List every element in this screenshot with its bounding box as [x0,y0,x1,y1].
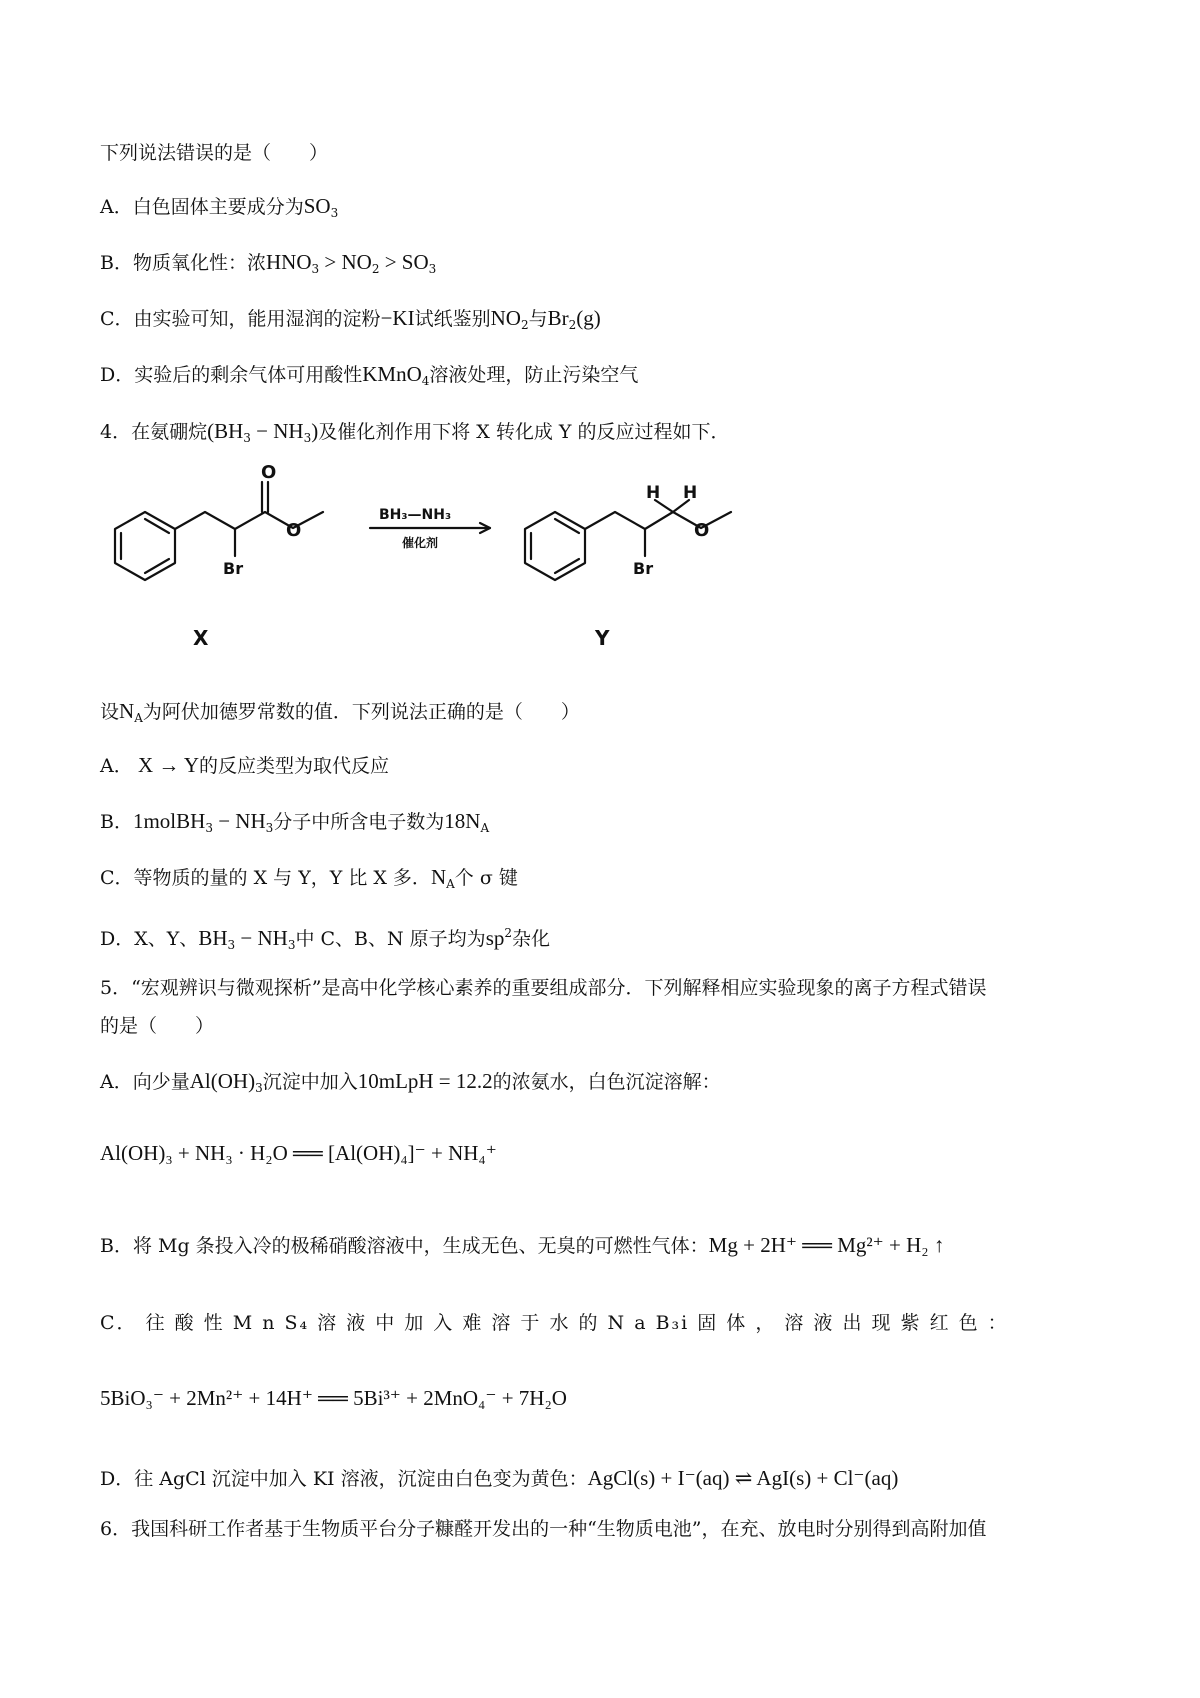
q5-equation-a: Al(OH)₃ + NH₃ · H₂O ══ [Al(OH)₄]⁻ + NH₄⁺ [100,1141,497,1165]
q3-option-c: C．由实验可知，能用湿润的淀粉−KI试纸鉴别$NO_2$与$Br_2(g)$ [100,306,601,332]
hydrogen-right: H [683,483,698,503]
q5-stem-line1: 5．“宏观辨识与微观探析”是高中化学核心素养的重要组成部分．下列解释相应实验现象的离子方程式错误 [100,977,987,999]
reagent-label: BH₃—NH₃ [379,507,452,523]
q4-option-c: C．等物质的量的 X 与 Y，Y 比 X 多．$N_A$个 σ 键 [100,865,518,891]
q5-option-d: D．往 AgCl 沉淀中加入 KI 溶液，沉淀由白色变为黄色：AgCl(s) + I⁻(aq) ⇌ AgI(s) + Cl⁻(aq) [100,1466,899,1490]
q6-stem: 6．我国科研工作者基于生物质平台分子糠醛开发出的一种“生物质电池”，在充、放电时分别得到高附加值 [100,1518,987,1540]
catalyst-label: 催化剂 [402,536,439,550]
q3-option-b: B．物质氧化性：浓$HNO_3 > NO_2 > SO_3$ [100,250,437,276]
hydrogen-left: H [646,483,661,503]
q5-stem-line2: 的是（ ） [100,1015,215,1037]
q5-option-b: B．将 Mg 条投入冷的极稀硝酸溶液中，生成无色、无臭的可燃性气体：Mg + 2H⁺ ══ Mg²⁺ + H₂ ↑ [100,1233,945,1257]
q4-option-b: B．1molBH$_3$ − $NH_3$分子中所含电子数为$18N_A$ [100,809,490,835]
bromine-y: Br [633,559,654,578]
q3-option-d: D．实验后的剩余气体可用酸性KMnO$_4$溶液处理，防止污染空气 [100,362,639,388]
q3-stem: 下列说法错误的是（ ） [100,142,329,164]
reaction-scheme [95,462,825,675]
bromine-x: Br [223,559,244,578]
ether-oxygen-y: O [694,520,710,541]
q4-stem: 4．在氨硼烷$(BH_3 - NH_3)$及催化剂作用下将 X 转化成 Y 的反应过程如下． [100,419,730,445]
q4-option-d: D．X、Y、$BH_3 - NH_3$中 C、B、N 原子均为$sp^2$杂化 [100,926,551,952]
carbonyl-oxygen: O [261,462,277,483]
label-x: X [193,626,209,650]
label-y: Y [595,626,610,650]
q3-option-a: A．白色固体主要成分为$SO_3$ [100,194,339,220]
q4-option-a: A． X → Y的反应类型为取代反应 [100,753,390,777]
q5-option-c: C． 往 酸 性 M n S₄ 溶 液 中 加 入 难 溶 于 水 的 N a B₃i 固 体 ， 溶 液 出 现 紫 红 色 ： [100,1312,1009,1334]
q5-equation-c: 5BiO₃⁻ + 2Mn²⁺ + 14H⁺ ══ 5Bi³⁺ + 2MnO₄⁻ + 7H₂O [100,1386,567,1410]
q4-sub-stem: 设$N_A$为阿伏加德罗常数的值．下列说法正确的是（ ） [100,699,580,725]
q5-option-a: A．向少量$Al(OH)_3$沉淀中加入10mLpH = 12.2的浓氨水，白色沉淀溶解： [100,1069,721,1095]
ester-oxygen-x: O [286,520,302,541]
